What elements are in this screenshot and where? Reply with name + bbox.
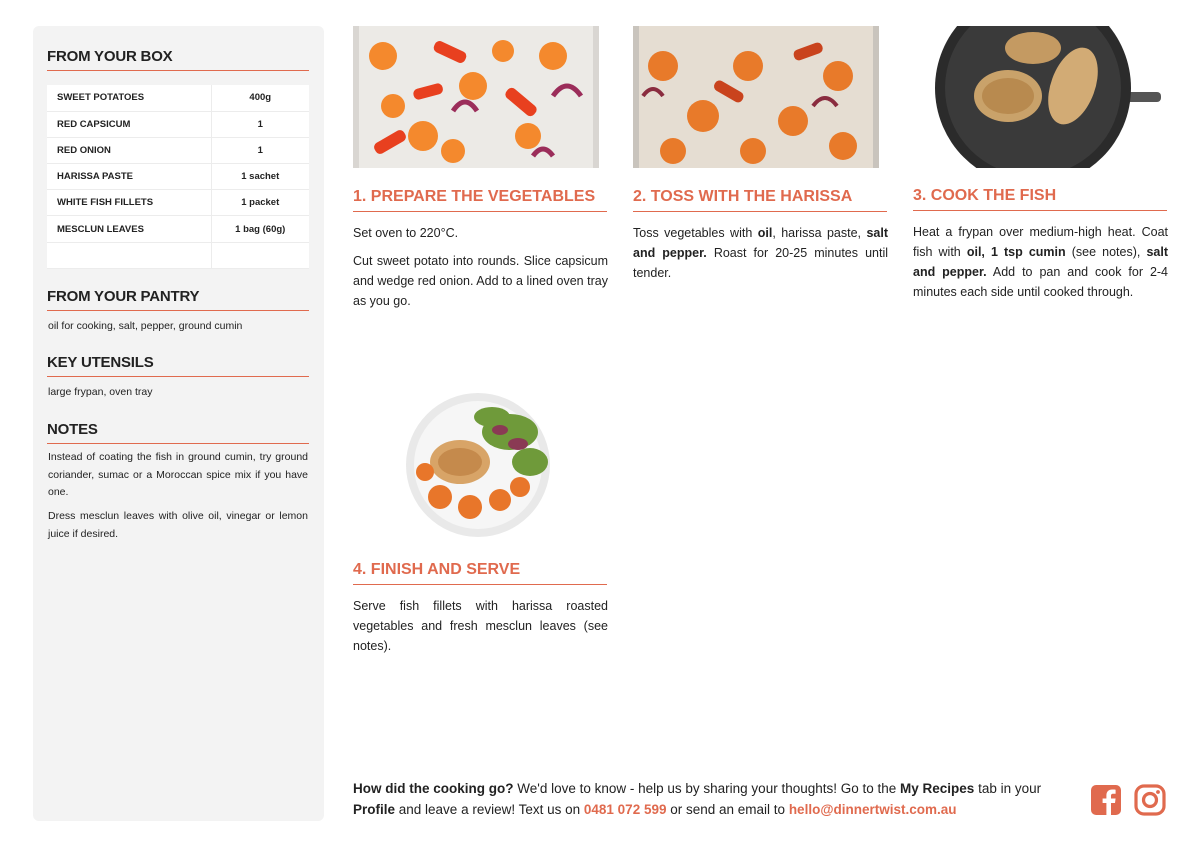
- note-2: Dress mesclun leaves with olive oil, vinegar or lemon juice if desired.: [48, 510, 308, 540]
- ingredient-row: [47, 190, 309, 216]
- my-recipes-tab-label: My Recipes: [900, 781, 975, 796]
- step-paragraph: [353, 251, 608, 311]
- vegetables-on-tray-photo: [353, 26, 599, 168]
- ingredient-quantity: 1: [211, 111, 309, 137]
- ingredient-name: RED ONION: [47, 137, 211, 163]
- ingredient-name: MESCLUN LEAVES: [47, 216, 211, 242]
- ingredient-quantity: 1 sachet: [211, 164, 309, 190]
- ingredient-row: [47, 242, 309, 268]
- step-text-bold: salt and pepper.: [913, 245, 1168, 279]
- phone-number-link[interactable]: 0481 072 599: [583, 802, 667, 817]
- step-2-title: 2. TOSS WITH THE HARISSA: [633, 188, 887, 212]
- notes-title: NOTES: [47, 421, 309, 444]
- facebook-icon[interactable]: [1090, 784, 1122, 816]
- step-paragraph: [913, 222, 1168, 302]
- ingredient-row: [47, 216, 309, 242]
- from-your-pantry-title: FROM YOUR PANTRY: [47, 288, 309, 311]
- ingredients-sidebar: [33, 26, 324, 821]
- ingredient-row: [47, 164, 309, 190]
- step-4-title: 4. FINISH AND SERVE: [353, 561, 607, 585]
- utensils-text: large frypan, oven tray: [48, 386, 153, 398]
- key-utensils-title: KEY UTENSILS: [47, 354, 309, 377]
- footer-text-2: tab in your: [974, 781, 1042, 796]
- ingredient-quantity: 1 packet: [211, 190, 309, 216]
- step-text: Add to pan and cook for 2-4 minutes each side until cooked through.: [913, 265, 1169, 299]
- footer-text-3: and leave a review! Text us on: [395, 802, 584, 817]
- step-paragraph: [633, 223, 888, 283]
- plated-dish-photo: [400, 392, 560, 538]
- step-text: Toss vegetables with: [633, 226, 758, 240]
- ingredient-name: [47, 242, 211, 268]
- step-text: Set oven to 220°C.: [353, 226, 459, 240]
- step-text: Serve fish fillets with harissa roasted vegetables and fresh mesclun leaves (see notes).: [353, 599, 608, 653]
- ingredient-name: HARISSA PASTE: [47, 164, 211, 190]
- step-text: Roast for 20-25 minutes until tender.: [633, 246, 888, 280]
- step-2-body: [633, 223, 888, 283]
- ingredient-quantity: 1 bag (60g): [211, 216, 309, 242]
- footer-question: How did the cooking go?: [353, 781, 514, 796]
- step-paragraph: [353, 596, 608, 656]
- ingredient-quantity: [211, 242, 309, 268]
- step-text-bold: salt and pepper.: [633, 226, 888, 260]
- step-text: , harissa paste,: [772, 226, 867, 240]
- ingredient-row: [47, 85, 309, 111]
- ingredient-row: [47, 137, 309, 163]
- ingredient-name: SWEET POTATOES: [47, 85, 211, 111]
- step-4-body: [353, 596, 608, 656]
- footer-text-1: We'd love to know - help us by sharing your thoughts! Go to the: [513, 781, 901, 796]
- pantry-text: oil for cooking, salt, pepper, ground cumin: [48, 320, 243, 332]
- footer-text-4: or send an email to: [666, 802, 789, 817]
- note-1: Instead of coating the fish in ground cumin, try ground coriander, sumac or a Moroccan spice mix if you have one.: [48, 451, 308, 498]
- step-text: (see notes),: [1065, 245, 1147, 259]
- email-link[interactable]: hello@dinnertwist.com.au: [788, 802, 957, 817]
- feedback-footer: [353, 778, 1078, 820]
- ingredient-quantity: 400g: [211, 85, 309, 111]
- step-text-bold: oil, 1 tsp cumin: [966, 245, 1066, 259]
- ingredient-name: WHITE FISH FILLETS: [47, 190, 211, 216]
- step-text-bold: oil: [757, 226, 773, 240]
- ingredients-table: [47, 85, 309, 269]
- from-your-box-title: FROM YOUR BOX: [47, 48, 309, 71]
- step-3-body: [913, 222, 1168, 302]
- ingredient-name: RED CAPSICUM: [47, 111, 211, 137]
- roasted-vegetables-photo: [633, 26, 879, 168]
- ingredient-row: [47, 111, 309, 137]
- profile-label: Profile: [353, 802, 396, 817]
- ingredient-quantity: 1: [211, 137, 309, 163]
- step-1-title: 1. PREPARE THE VEGETABLES: [353, 188, 607, 212]
- step-1-body: [353, 223, 608, 311]
- instagram-icon[interactable]: [1134, 784, 1166, 816]
- fish-in-frypan-photo: [913, 26, 1163, 168]
- step-text: Heat a frypan over medium-high heat. Coat fish with: [913, 225, 1168, 259]
- step-text: Cut sweet potato into rounds. Slice capsicum and wedge red onion. Add to a lined oven tray as you go.: [353, 254, 608, 308]
- step-paragraph: [353, 223, 608, 243]
- step-3-title: 3. COOK THE FISH: [913, 187, 1167, 211]
